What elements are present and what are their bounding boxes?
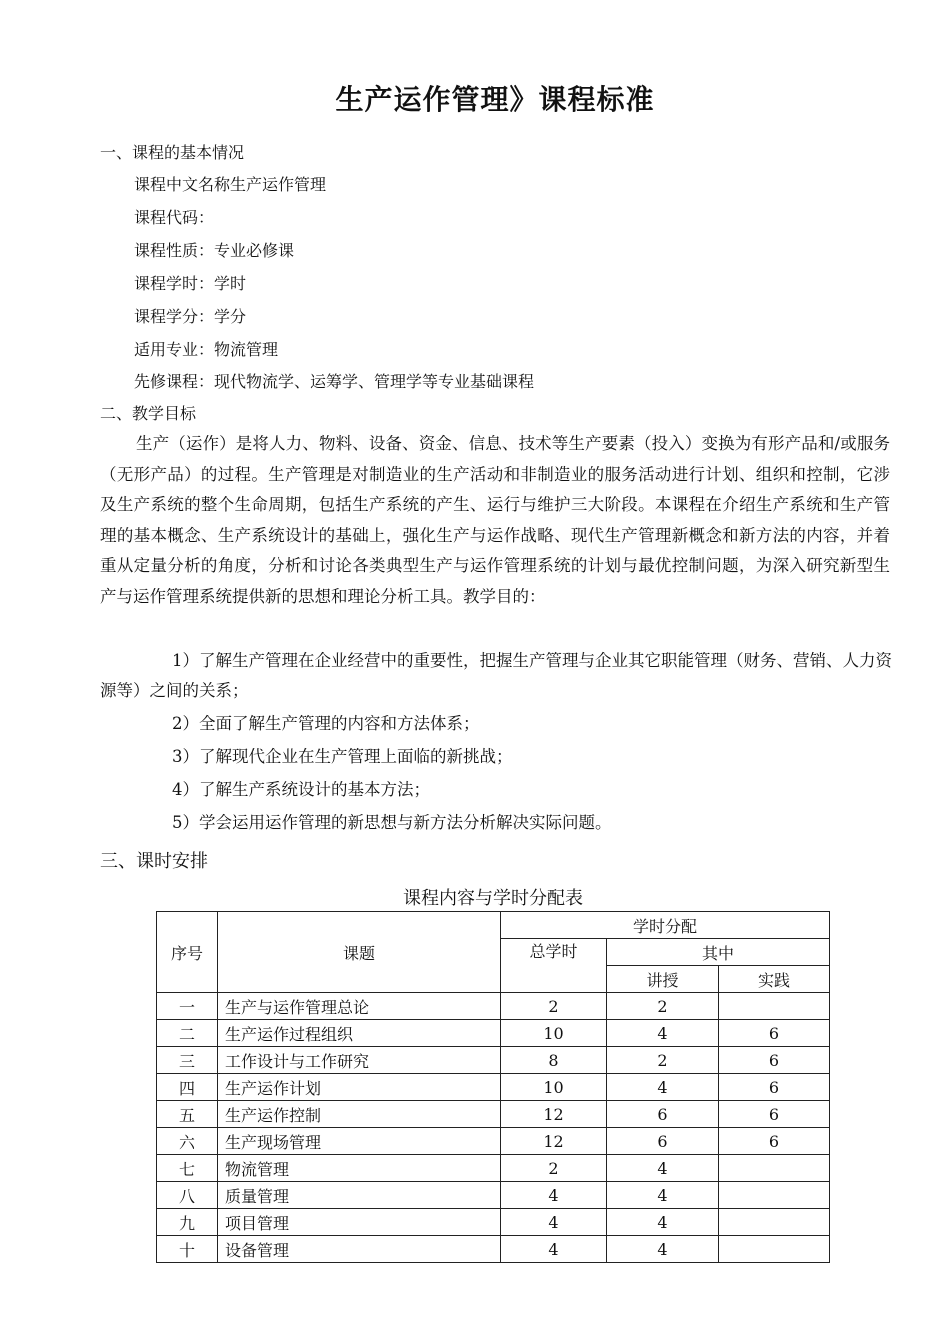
row-total-hours: 4 bbox=[501, 1209, 607, 1236]
header-among: 其中 bbox=[607, 939, 830, 966]
row-seq: 八 bbox=[157, 1182, 218, 1209]
info-course-credits: 课程学分：学分 bbox=[134, 307, 247, 326]
row-lecture-hours: 4 bbox=[607, 1020, 719, 1047]
row-lecture-hours: 4 bbox=[607, 1182, 719, 1209]
row-topic: 项目管理 bbox=[218, 1209, 501, 1236]
row-practice-hours: 6 bbox=[719, 1074, 830, 1101]
row-lecture-hours: 4 bbox=[607, 1155, 719, 1182]
row-seq: 九 bbox=[157, 1209, 218, 1236]
row-topic: 质量管理 bbox=[218, 1182, 501, 1209]
row-lecture-hours: 4 bbox=[607, 1074, 719, 1101]
table-row bbox=[157, 1209, 830, 1236]
row-topic: 生产运作计划 bbox=[218, 1074, 501, 1101]
objective-item: 2）全面了解生产管理的内容和方法体系； bbox=[172, 714, 480, 733]
row-seq: 十 bbox=[157, 1236, 218, 1263]
row-practice-hours: 6 bbox=[719, 1047, 830, 1074]
table-row bbox=[157, 1155, 830, 1182]
row-total-hours: 12 bbox=[501, 1128, 607, 1155]
row-practice-hours bbox=[719, 1236, 830, 1263]
row-practice-hours bbox=[719, 1182, 830, 1209]
header-practice: 实践 bbox=[719, 966, 830, 993]
header-topic: 课题 bbox=[218, 912, 501, 993]
objective-item: 5）学会运用运作管理的新思想与新方法分析解决实际问题。 bbox=[172, 813, 612, 832]
row-seq: 五 bbox=[157, 1101, 218, 1128]
row-total-hours: 12 bbox=[501, 1101, 607, 1128]
table-row bbox=[157, 1182, 830, 1209]
header-total-hours: 总学时 bbox=[501, 939, 607, 993]
row-topic: 设备管理 bbox=[218, 1236, 501, 1263]
page-title: 生产运作管理》课程标准 bbox=[335, 83, 655, 116]
row-practice-hours bbox=[719, 993, 830, 1020]
row-lecture-hours: 6 bbox=[607, 1128, 719, 1155]
table-row bbox=[157, 1074, 830, 1101]
row-lecture-hours: 2 bbox=[607, 1047, 719, 1074]
table-row bbox=[157, 1020, 830, 1047]
section-heading-basic-info: 一、课程的基本情况 bbox=[100, 143, 245, 162]
objectives-paragraph-text: 生产（运作）是将人力、物料、设备、资金、信息、技术等生产要素（投入）变换为有形产品和/或服务（无形产品）的过程。生产管理是对制造业的生产活动和非制造业的服务活动进行计划、组织和控制，它涉及生产系统的整个生命周期，包括生产系统的产生、运行与维护三大阶段。本课程在介绍生产系统和生产管理的基本概念、生产系统设计的基础上，强化生产与运作战略、现代生产管理新概念和新方法的内容，并着重从定量分析的角度，分析和讨论各类典型生产与运作管理系统的计划与最优控制问题，为深入研究新型生产与运作管理系统提供新的思想和理论分析工具。教学目的： bbox=[100, 434, 890, 606]
info-course-hours: 课程学时：学时 bbox=[134, 274, 247, 293]
info-prerequisites: 先修课程：现代物流学、运筹学、管理学等专业基础课程 bbox=[134, 372, 535, 391]
row-topic: 生产运作过程组织 bbox=[218, 1020, 501, 1047]
row-total-hours: 8 bbox=[501, 1047, 607, 1074]
row-total-hours: 2 bbox=[501, 1155, 607, 1182]
info-applicable-major: 适用专业：物流管理 bbox=[134, 340, 279, 359]
header-lecture: 讲授 bbox=[607, 966, 719, 993]
row-lecture-hours: 4 bbox=[607, 1236, 719, 1263]
table-row bbox=[157, 1128, 830, 1155]
table-row bbox=[157, 1101, 830, 1128]
info-course-code: 课程代码： bbox=[134, 208, 215, 227]
table-row bbox=[157, 1236, 830, 1263]
row-lecture-hours: 6 bbox=[607, 1101, 719, 1128]
row-seq: 七 bbox=[157, 1155, 218, 1182]
row-practice-hours: 6 bbox=[719, 1020, 830, 1047]
row-seq: 二 bbox=[157, 1020, 218, 1047]
row-practice-hours: 6 bbox=[719, 1101, 830, 1128]
row-practice-hours: 6 bbox=[719, 1128, 830, 1155]
info-course-nature: 课程性质：专业必修课 bbox=[134, 241, 295, 260]
objective-list bbox=[100, 646, 895, 838]
table-row bbox=[157, 1047, 830, 1074]
row-total-hours: 10 bbox=[501, 1074, 607, 1101]
row-lecture-hours: 2 bbox=[607, 993, 719, 1020]
row-topic: 生产运作控制 bbox=[218, 1101, 501, 1128]
row-seq: 四 bbox=[157, 1074, 218, 1101]
objective-item: 4）了解生产系统设计的基本方法； bbox=[172, 780, 430, 799]
table-body bbox=[157, 993, 830, 1263]
objective-item: 1）了解生产管理在企业经营中的重要性，把握生产管理与企业其它职能管理（财务、营销、人力资源等）之间的关系； bbox=[100, 651, 892, 700]
row-seq: 一 bbox=[157, 993, 218, 1020]
table-row bbox=[157, 993, 830, 1020]
row-topic: 生产与运作管理总论 bbox=[218, 993, 501, 1020]
header-allocation: 学时分配 bbox=[501, 912, 830, 939]
row-total-hours: 2 bbox=[501, 993, 607, 1020]
table-caption: 课程内容与学时分配表 bbox=[403, 888, 583, 909]
info-course-name: 课程中文名称生产运作管理 bbox=[134, 175, 327, 194]
row-total-hours: 4 bbox=[501, 1236, 607, 1263]
row-practice-hours bbox=[719, 1155, 830, 1182]
objectives-paragraph bbox=[100, 429, 890, 612]
objective-item: 3）了解现代企业在生产管理上面临的新挑战； bbox=[172, 747, 513, 766]
row-lecture-hours: 4 bbox=[607, 1209, 719, 1236]
row-practice-hours bbox=[719, 1209, 830, 1236]
row-topic: 工作设计与工作研究 bbox=[218, 1047, 501, 1074]
row-total-hours: 10 bbox=[501, 1020, 607, 1047]
section-heading-objectives: 二、教学目标 bbox=[100, 404, 197, 423]
section-heading-schedule: 三、课时安排 bbox=[100, 851, 208, 872]
hours-table bbox=[156, 911, 830, 1263]
header-seq: 序号 bbox=[157, 912, 218, 993]
row-seq: 六 bbox=[157, 1128, 218, 1155]
row-total-hours: 4 bbox=[501, 1182, 607, 1209]
row-topic: 生产现场管理 bbox=[218, 1128, 501, 1155]
row-seq: 三 bbox=[157, 1047, 218, 1074]
row-topic: 物流管理 bbox=[218, 1155, 501, 1182]
